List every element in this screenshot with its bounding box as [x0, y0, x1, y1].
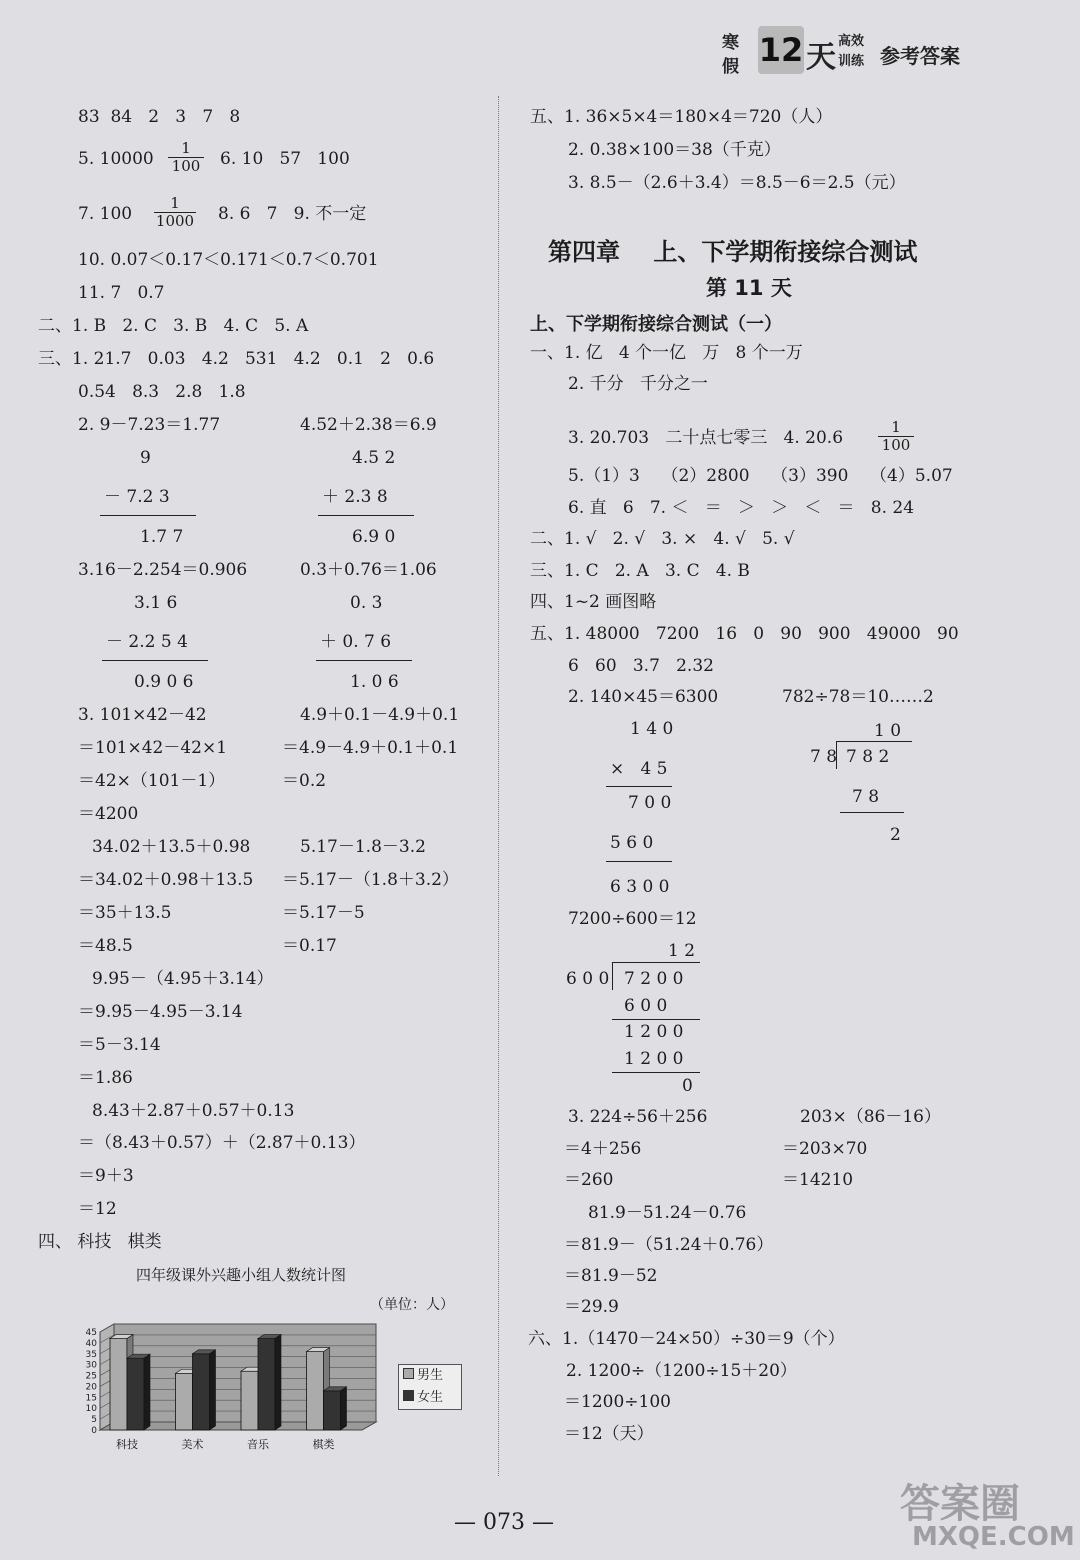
fraction [154, 195, 196, 230]
vcalc-top: 0. 3 [350, 593, 383, 613]
fraction-numerator: 1 [154, 195, 196, 213]
answer-line: 6 60 3.7 2.32 [568, 656, 714, 676]
calc-step: ＝0.17 [282, 936, 337, 956]
bar-chart [70, 1318, 390, 1458]
calc-step: ＝81.9－52 [564, 1266, 658, 1286]
fraction [168, 140, 204, 175]
answer-line: 7. 100 [78, 204, 133, 224]
section-four: 四、 科技 棋类 [38, 1232, 162, 1252]
vcalc-rule [100, 515, 196, 516]
mult-top: 1 4 0 [630, 719, 674, 739]
div-rule [840, 812, 904, 813]
section-five: 五、1. 48000 7200 16 0 90 900 49000 90 [530, 624, 959, 644]
bar-front [241, 1371, 258, 1430]
book-logo [720, 18, 980, 82]
calc-step: 3. 224÷56＋256 [568, 1107, 708, 1127]
x-tick-label: 美术 [181, 1438, 204, 1451]
legend-boys-label: 男生 [417, 1368, 444, 1383]
vcalc-rule [318, 515, 414, 516]
calc-step: 4.9＋0.1－4.9＋0.1 [300, 705, 460, 725]
calc-step: 34.02＋13.5＋0.98 [92, 837, 251, 857]
div-dividend: 7 2 0 0 [624, 969, 684, 989]
vcalc-result: 1.7 7 [140, 527, 184, 547]
logo-small-2: 训练 [838, 54, 865, 69]
answer-line: 2. 9－7.23＝1.77 [78, 415, 221, 435]
calc-step: ＝5－3.14 [78, 1035, 161, 1055]
y-tick-label: 5 [91, 1415, 97, 1426]
answer-line: 3. 8.5－（2.6＋3.4）＝8.5－6＝2.5（元） [568, 173, 906, 193]
calc-step: 203×（86－16） [800, 1107, 941, 1127]
watermark-logo: 答案圈 [900, 1481, 1020, 1527]
calc-step: ＝81.9－（51.24＋0.76） [564, 1235, 774, 1255]
calc-step: ＝14210 [782, 1170, 854, 1190]
mult-rule [606, 786, 672, 787]
section-five: 五、1. 36×5×4＝180×4＝720（人） [530, 107, 833, 127]
calc-step: ＝5.17－（1.8＋3.2） [282, 870, 459, 890]
calc-step: ＝34.02＋0.98＋13.5 [78, 870, 254, 890]
div-subtract: 7 8 [852, 787, 880, 807]
answer-line: 4.52＋2.38＝6.9 [300, 415, 437, 435]
chart-legend [398, 1364, 462, 1410]
y-tick-label: 20 [85, 1382, 97, 1393]
calc-step: 8.43＋2.87＋0.57＋0.13 [92, 1101, 295, 1121]
vcalc-result: 0.9 0 6 [134, 672, 194, 692]
calc-step: 2. 1200÷（1200÷15＋20） [566, 1361, 797, 1381]
answer-line: 5. 10000 [78, 149, 154, 169]
calc-step: ＝203×70 [782, 1139, 868, 1159]
bar-side [144, 1354, 150, 1430]
y-tick-label: 0 [91, 1426, 97, 1436]
section-two: 二、1. B 2. C 3. B 4. C 5. A [38, 316, 309, 336]
calc-step: ＝4.9－4.9＋0.1＋0.1 [282, 738, 459, 758]
calc-step: ＝1.86 [78, 1068, 133, 1088]
mult-result: 6 3 0 0 [610, 877, 670, 897]
mult-partial: 5 6 0 [610, 833, 654, 853]
div-rule [612, 1019, 700, 1020]
chart-unit: （单位：人） [370, 1297, 454, 1313]
vcalc-result: 1. 0 6 [350, 672, 399, 692]
vcalc-operand: － 2.2 5 4 [106, 632, 188, 652]
calc-step: ＝48.5 [78, 936, 133, 956]
div-remainder: 2 [890, 825, 901, 845]
div-bar [836, 741, 912, 742]
y-tick-label: 40 [85, 1338, 97, 1349]
vcalc-result: 6.9 0 [352, 527, 396, 547]
section-two: 二、1. √ 2. √ 3. × 4. √ 5. √ [530, 529, 795, 549]
x-tick-label: 科技 [116, 1438, 138, 1451]
section-six: 六、1.（1470－24×50）÷30＝9（个） [528, 1329, 845, 1349]
section-title: 参考答案 [880, 44, 960, 68]
legend-girls-swatch [403, 1390, 414, 1401]
calc-step: ＝0.2 [282, 771, 327, 791]
div-quotient: 1 0 [874, 721, 902, 741]
logo-day: 天 [806, 40, 836, 75]
div-partial: 1 2 0 0 [624, 1022, 684, 1042]
watermark-url: MXQE.COM [912, 1522, 1075, 1552]
column-divider [498, 96, 499, 1476]
calc-step: ＝（8.43＋0.57）＋（2.87＋0.13） [78, 1133, 366, 1153]
bar-front [324, 1391, 341, 1430]
calc-step: ＝4200 [78, 804, 139, 824]
mult-partial: 7 0 0 [628, 793, 672, 813]
fraction-denominator: 100 [171, 157, 201, 175]
div-rule [612, 1072, 700, 1073]
section-three: 三、1. 21.7 0.03 4.2 531 4.2 0.1 2 0.6 [38, 349, 435, 369]
calc-step: ＝5.17－5 [282, 903, 365, 923]
answer-line: 11. 7 0.7 [78, 283, 165, 303]
answer-line: 5.（1）3 （2）2800 （3）390 （4）5.07 [568, 466, 953, 486]
bar-side [341, 1387, 347, 1430]
div-bar [612, 962, 700, 963]
calc-step: ＝4＋256 [564, 1139, 642, 1159]
y-tick-label: 45 [85, 1328, 97, 1338]
legend-boys-swatch [403, 1368, 414, 1379]
answer-line: 3. 20.703 二十点七零三 4. 20.6 [568, 428, 844, 448]
answer-line: 7200÷600＝12 [568, 909, 697, 929]
div-subtract: 1 2 0 0 [624, 1049, 684, 1069]
calc-step: 9.95－（4.95＋3.14） [92, 969, 274, 989]
legend-boys [399, 1365, 461, 1387]
calc-step: ＝9＋3 [78, 1166, 134, 1186]
calc-step: ＝29.9 [564, 1297, 619, 1317]
chapter-title: 第四章 上、下学期衔接综合测试 [548, 238, 918, 266]
vcalc-top: 3.1 6 [134, 593, 178, 613]
answer-line: 10. 0.07＜0.17＜0.171＜0.7＜0.701 [78, 250, 379, 270]
vcalc-rule [102, 660, 208, 661]
answer-line: 83 84 2 3 7 8 [78, 107, 241, 127]
answer-line: 0.3＋0.76＝1.06 [300, 560, 437, 580]
vcalc-operand: ＋ 2.3 8 [322, 487, 388, 507]
calc-step: 3. 101×42－42 [78, 705, 207, 725]
section-four: 四、1~2 画图略 [530, 592, 657, 612]
y-tick-label: 35 [85, 1349, 97, 1360]
answer-line: 6. 直 6 7. ＜ ＝ ＞ ＞ ＜ ＝ 8. 24 [568, 498, 915, 518]
vcalc-operand: － 7.2 3 [104, 487, 170, 507]
section-three: 三、1. C 2. A 3. C 4. B [530, 561, 750, 581]
calc-step: ＝1200÷100 [564, 1392, 671, 1412]
bar-side [210, 1350, 216, 1430]
calc-step: ＝101×42－42×1 [78, 738, 228, 758]
logo-char-top: 寒 [722, 33, 739, 53]
bar-front [193, 1354, 210, 1430]
answer-line: 8. 6 7 9. 不一定 [218, 204, 367, 224]
answer-line: 2. 140×45＝6300 [568, 687, 719, 707]
answer-line: 6. 10 57 100 [220, 149, 350, 169]
mult-rule [606, 861, 672, 862]
bar-front [258, 1339, 275, 1430]
answer-line: 2. 千分 千分之一 [568, 374, 708, 394]
div-quotient: 1 2 [668, 941, 696, 961]
div-subtract: 6 0 0 [624, 996, 668, 1016]
calc-step: ＝260 [564, 1170, 614, 1190]
y-tick-label: 30 [85, 1360, 97, 1371]
section-one: 一、1. 亿 4 个一亿 万 8 个一万 [530, 343, 803, 363]
bar-front [127, 1358, 144, 1430]
fraction-numerator: 1 [168, 140, 204, 158]
div-remainder: 0 [682, 1076, 693, 1096]
calc-step: ＝9.95－4.95－3.14 [78, 1002, 243, 1022]
y-tick-label: 15 [85, 1393, 97, 1404]
logo-char-bottom: 假 [722, 57, 739, 77]
mult-operand: × 4 5 [610, 759, 668, 779]
legend-girls [399, 1387, 461, 1409]
bar-front [110, 1339, 127, 1430]
div-dividend: 7 8 2 [846, 747, 890, 767]
page-number: — 073 — [454, 1510, 554, 1535]
calc-step: ＝12（天） [564, 1424, 654, 1444]
day-title: 第 11 天 [706, 276, 792, 300]
legend-girls-label: 女生 [417, 1390, 444, 1405]
x-tick-label: 棋类 [312, 1438, 335, 1451]
vcalc-rule [316, 660, 412, 661]
fraction-numerator: 1 [878, 419, 914, 437]
calc-step: ＝12 [78, 1199, 117, 1219]
calc-step: 81.9－51.24－0.76 [588, 1203, 747, 1223]
logo-small-1: 高效 [838, 34, 865, 49]
y-tick-label: 10 [85, 1404, 97, 1415]
answer-line: 2. 0.38×100＝38（千克） [568, 140, 781, 160]
fraction [878, 419, 914, 454]
y-tick-label: 25 [85, 1371, 97, 1382]
vcalc-top: 9 [140, 448, 151, 468]
div-bracket [612, 962, 613, 990]
calc-step: ＝42×（101－1） [78, 771, 226, 791]
vcalc-operand: ＋ 0. 7 6 [320, 632, 392, 652]
bar-side [275, 1335, 281, 1430]
chart-title: 四年级课外兴趣小组人数统计图 [136, 1266, 347, 1284]
answer-line: 782÷78＝10……2 [782, 687, 934, 707]
answer-line: 3.16－2.254＝0.906 [78, 560, 248, 580]
calc-step: 5.17－1.8－3.2 [300, 837, 426, 857]
logo-number: 12 [758, 26, 804, 74]
bar-front [307, 1352, 324, 1430]
answer-line: 0.54 8.3 2.8 1.8 [78, 382, 246, 402]
calc-step: ＝35＋13.5 [78, 903, 172, 923]
fraction-denominator: 1000 [155, 212, 195, 230]
vcalc-top: 4.5 2 [352, 448, 396, 468]
fraction-denominator: 100 [881, 436, 911, 454]
div-divisor: 6 0 0 [566, 969, 610, 989]
div-divisor: 7 8 [810, 747, 838, 767]
test-title: 上、下学期衔接综合测试（一） [530, 314, 782, 335]
bar-front [176, 1373, 193, 1430]
x-tick-label: 音乐 [247, 1438, 269, 1451]
